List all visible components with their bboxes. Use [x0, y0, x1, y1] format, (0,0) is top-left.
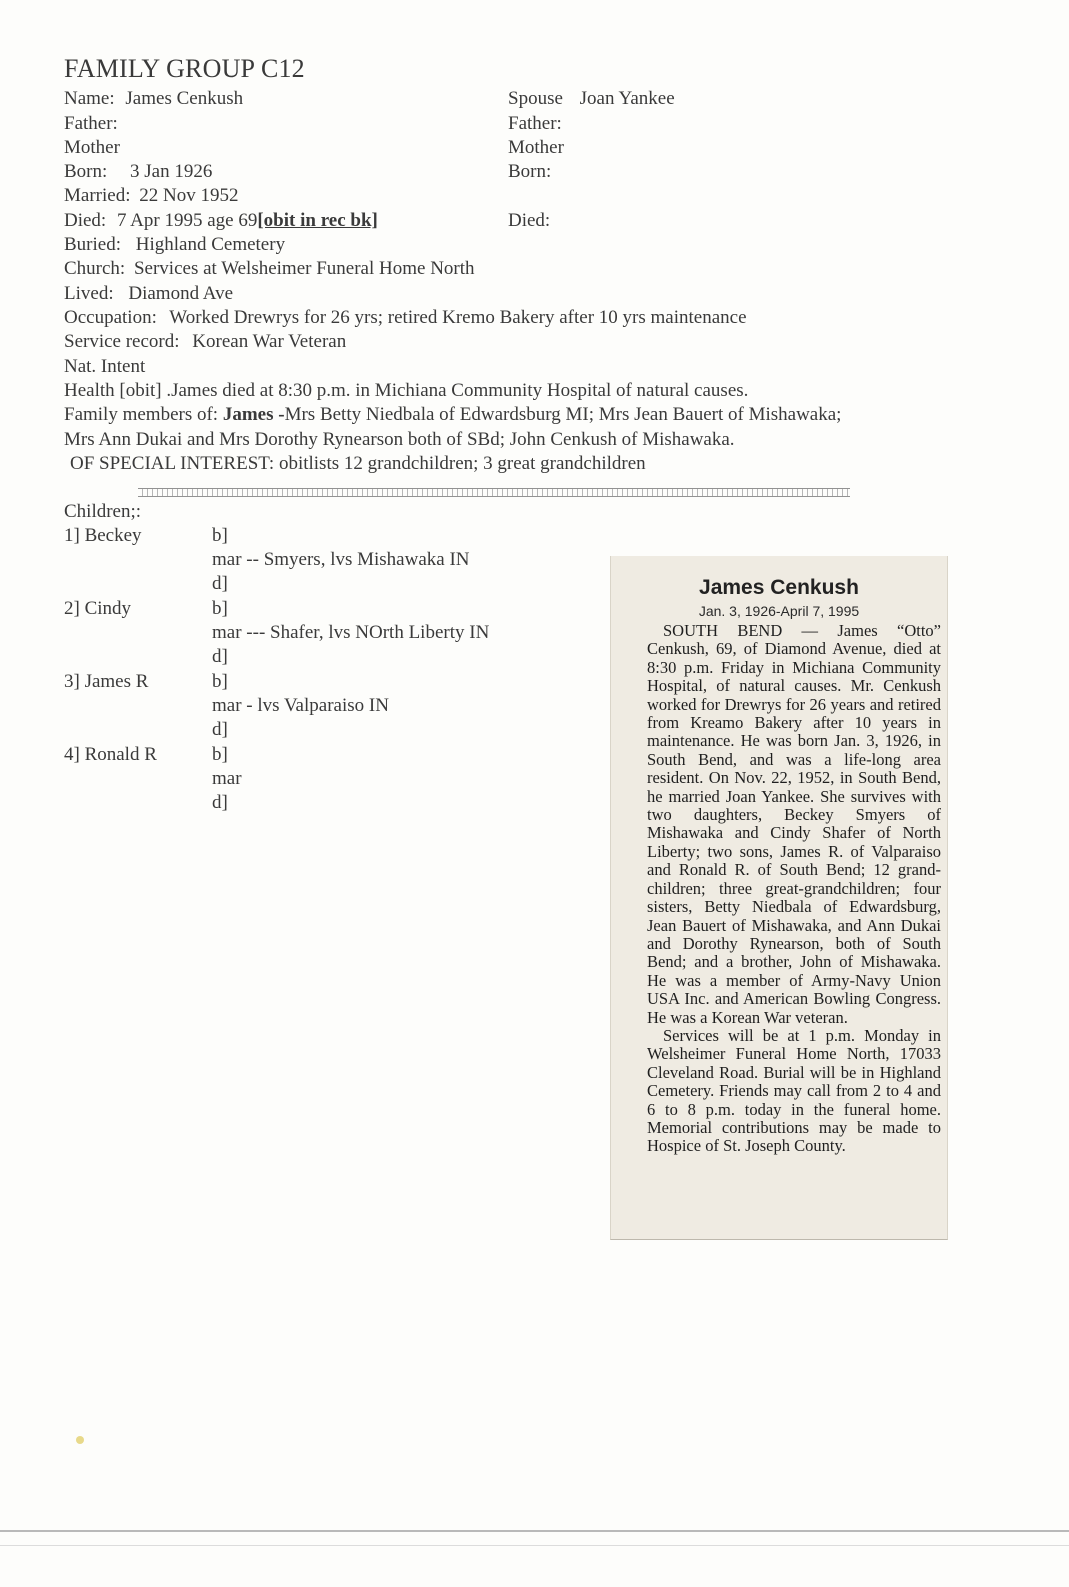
child-born: b]: [212, 744, 228, 765]
lived-row: [64, 283, 233, 305]
lived-value: Diamond Ave: [128, 283, 234, 304]
spouse-died-label: Died:: [508, 210, 551, 231]
obituary-headline: James Cenkush: [699, 576, 859, 599]
child-born: b]: [212, 671, 228, 692]
obituary-dates: Jan. 3, 1926-April 7, 1995: [698, 603, 860, 619]
family-line2: Mrs Ann Dukai and Mrs Dorothy Rynearson both of SBd; John Cenkush of Mishawaka.: [64, 429, 735, 450]
married-label: Married:: [64, 185, 131, 206]
obituary-body: [647, 622, 941, 1156]
died-label: Died:: [64, 210, 107, 231]
child-died: d]: [212, 792, 228, 813]
died-value: 7 Apr 1995 age 69: [116, 210, 258, 231]
buried-value: Highland Cemetery: [135, 234, 286, 255]
church-value: Services at Welsheimer Funeral Home North: [133, 258, 475, 279]
nat-intent: Nat. Intent: [64, 356, 146, 377]
service-row: [64, 331, 346, 353]
obituary-clipping: [610, 556, 948, 1240]
lived-label: Lived:: [64, 283, 114, 304]
special-interest: OF SPECIAL INTEREST: obitlists 12 grandchildren; 3 great grandchildren: [70, 453, 646, 474]
married-value: 22 Nov 1952: [139, 185, 239, 206]
child-name: 1] Beckey: [64, 525, 142, 546]
scan-edge-line: [0, 1530, 1069, 1532]
paper-stain: [76, 1436, 84, 1444]
married-row: [64, 185, 238, 207]
church-label: Church:: [64, 258, 126, 279]
born-row: [64, 161, 212, 183]
family-name: James -: [222, 404, 285, 425]
children-label: Children;:: [64, 501, 142, 522]
occupation-row: [64, 307, 747, 329]
child-married: mar --- Shafer, lvs NOrth Liberty IN: [212, 622, 490, 643]
obituary-paragraph-2: Services will be at 1 p.m. Monday in Welsheimer Funeral Home North, 17033 Cleveland Road. Burial will be in Highland Cemetery. Friends may call from 2 to 4 and 6 to 8 p.m. today in the funeral home. Memorial contributions may be made to Hospice of St. Joseph County.: [647, 1025, 941, 1156]
child-born: b]: [212, 525, 228, 546]
obituary-paragraph-1: SOUTH BEND — James “Otto” Cenkush, 69, of Diamond Avenue, died at 8:30 p.m. Friday in Michiana Community Hospital, of natural causes. Mr. Cenkush worked for Drewrys for 26 years and retired from Kreamo Bakery after 10 years in maintenance. He was born Jan. 3, 1926, in South Bend, and was a life-long area resident. On Nov. 22, 1952, in South Bend, he married Joan Yankee. She survives with two daughters, Beckey Smyers of Mishawaka and Cindy Shafer of North Liberty; two sons, James R. of Valparaiso and Ronald R. of South Bend; 12 grand-children; three great-grandchildren; four sisters, Betty Niedbala of Edwardsburg, Jean Bauert of Mishawaka, and Ann Dukai and Dorothy Rynearson, both of South Bend; and a brother, John of Mishawaka. He was a member of Army-Navy Union USA Inc. and American Bowling Congress. He was a Korean War veteran.: [647, 621, 941, 1027]
section-divider: [138, 488, 850, 497]
born-label: Born:: [64, 161, 108, 182]
church-row: [64, 258, 475, 280]
family-line1: Mrs Betty Niedbala of Edwardsburg MI; Mrs Jean Bauert of Mishawaka;: [284, 404, 842, 425]
child-born: b]: [212, 598, 228, 619]
health-label: Health [obit]: [64, 380, 162, 401]
born-value: 3 Jan 1926: [130, 161, 213, 182]
spouse-value: Joan Yankee: [579, 88, 675, 109]
child-name: 3] James R: [64, 671, 149, 692]
family-row: [64, 404, 841, 426]
child-married: mar: [212, 768, 242, 789]
spouse-father-label: Father:: [508, 113, 562, 134]
child-married: mar -- Smyers, lvs Mishawaka IN: [212, 549, 470, 570]
buried-row: [64, 234, 285, 256]
spouse-born-label: Born:: [508, 161, 552, 182]
child-name: 4] Ronald R: [64, 744, 157, 765]
name-value: James Cenkush: [125, 88, 244, 109]
mother-label: Mother: [64, 137, 120, 158]
died-row: [64, 210, 378, 232]
child-died: d]: [212, 573, 228, 594]
occupation-value: Worked Drewrys for 26 yrs; retired Kremo Bakery after 10 yrs maintenance: [169, 307, 747, 328]
child-died: d]: [212, 719, 228, 740]
name-label: Name:: [64, 88, 115, 109]
service-label: Service record:: [64, 331, 180, 352]
spouse-label: Spouse: [508, 88, 563, 109]
child-died: d]: [212, 646, 228, 667]
occupation-label: Occupation:: [64, 307, 157, 328]
buried-label: Buried:: [64, 234, 121, 255]
child-married: mar - lvs Valparaiso IN: [212, 695, 389, 716]
health-value: .James died at 8:30 p.m. in Michiana Community Hospital of natural causes.: [166, 380, 749, 401]
spouse-mother-label: Mother: [508, 137, 564, 158]
scan-edge-line-2: [0, 1545, 1069, 1546]
obit-reference: [obit in rec bk]: [257, 210, 378, 231]
child-name: 2] Cindy: [64, 598, 132, 619]
page-title: FAMILY GROUP C12: [64, 54, 305, 83]
health-row: [64, 380, 748, 402]
service-value: Korean War Veteran: [192, 331, 347, 352]
father-label: Father:: [64, 113, 118, 134]
name-row: [64, 88, 243, 110]
family-label: Family members of:: [64, 404, 219, 425]
spouse-row: [508, 88, 675, 110]
